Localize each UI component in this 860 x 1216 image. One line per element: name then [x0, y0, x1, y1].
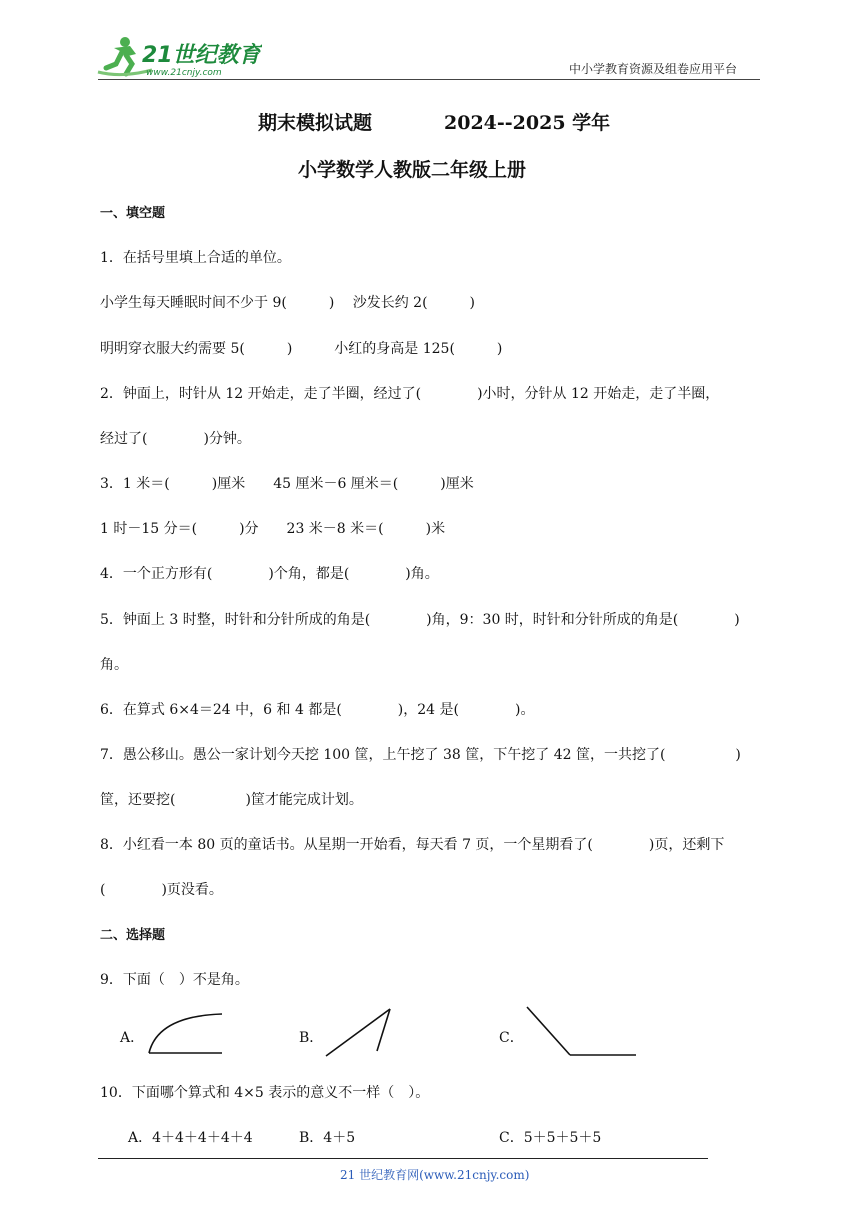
angle-figure-b-icon [323, 1005, 395, 1059]
question-2-line-a: 2．钟面上，时针从 12 开始走，走了半圈，经过了( )小时，分针从 12 开始走，走了半圈， [100, 386, 720, 402]
angle-figure-c-icon [524, 1004, 640, 1060]
q10-option-b: B．4＋5 [299, 1130, 356, 1146]
title-school-year: 2024--2025 学年 [444, 112, 611, 134]
question-1: 1．在括号里填上合适的单位。 [100, 250, 291, 266]
question-3-line-b: 1 时－15 分＝( )分 23 米－8 米＝( )米 [100, 521, 446, 537]
q9-option-c-label: C． [499, 1030, 524, 1046]
question-7-line-a: 7．愚公移山。愚公一家计划今天挖 100 筐，上午挖了 38 筐，下午挖了 42 筐，一共挖了( ) [100, 747, 741, 763]
question-1-line-b: 明明穿衣服大约需要 5( ) 小红的身高是 125( ) [100, 341, 503, 357]
question-1-line-a: 小学生每天睡眠时间不少于 9( ) 沙发长约 2( ) [100, 295, 476, 311]
q9-option-a-label: A． [120, 1030, 145, 1046]
platform-tagline: 中小学教育资源及组卷应用平台 [569, 62, 738, 76]
section-fill-blank: 一、填空题 [100, 206, 166, 221]
logo [92, 34, 262, 80]
curved-shape-figure-icon [146, 1010, 226, 1056]
runner-logo-icon [92, 34, 262, 80]
question-10: 10．下面哪个算式和 4×5 表示的意义不一样（ ）。 [100, 1085, 430, 1101]
question-5-line-a: 5．钟面上 3 时整，时针和分针所成的角是( )角，9：30 时，时针和分针所成的角是( ) [100, 612, 740, 628]
title-exam-name: 期末模拟试题 [258, 112, 373, 134]
question-8-line-a: 8．小红看一本 80 页的童话书。从星期一开始看，每天看 7 页，一个星期看了( )页，还剩下 [100, 837, 725, 853]
question-9: 9．下面（ ）不是角。 [100, 972, 249, 988]
question-6: 6．在算式 6×4＝24 中，6 和 4 都是( )，24 是( )。 [100, 702, 535, 718]
footer-site-link[interactable]: 21 世纪教育网(www.21cnjy.com) [340, 1168, 530, 1182]
section-multiple-choice: 二、选择题 [100, 928, 166, 943]
q9-option-b-label: B． [299, 1030, 324, 1046]
question-2-line-b: 经过了( )分钟。 [100, 431, 251, 447]
q10-option-a: A．4＋4＋4＋4＋4 [128, 1130, 253, 1146]
header-divider [98, 79, 760, 80]
q10-option-c: C．5＋5＋5＋5 [499, 1130, 602, 1146]
question-4: 4．一个正方形有( )个角，都是( )角。 [100, 566, 439, 582]
footer-divider [98, 1158, 708, 1159]
question-5-line-b: 角。 [100, 657, 128, 673]
question-8-line-b: ( )页没看。 [100, 882, 223, 898]
svg-text:www.21cnjy.com: www.21cnjy.com [146, 68, 222, 78]
question-7-line-b: 筐，还要挖( )筐才能完成计划。 [100, 792, 363, 808]
title-subject: 小学数学人教版二年级上册 [298, 159, 527, 181]
question-3-line-a: 3．1 米＝( )厘米 45 厘米－6 厘米＝( )厘米 [100, 476, 474, 492]
svg-text:21世纪教育: 21世纪教育 [142, 43, 261, 68]
